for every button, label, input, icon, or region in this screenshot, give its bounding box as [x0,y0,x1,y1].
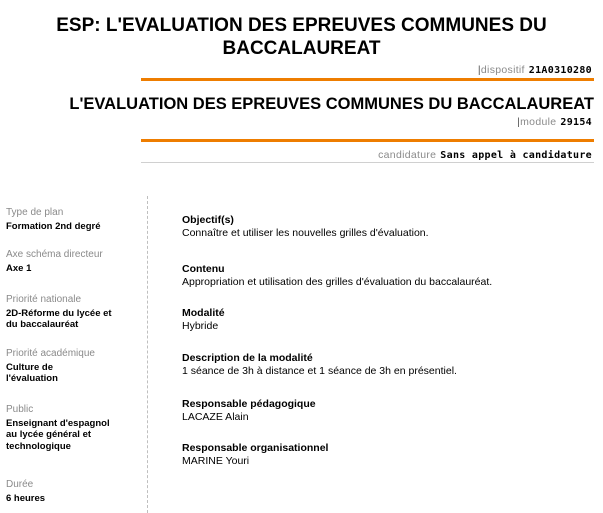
sidebar-priorite-academique [6,348,95,385]
sidebar-label: Type de plan [6,207,64,218]
section-title: Responsable organisationnel [182,442,329,454]
column-separator [147,196,148,513]
section-text: Connaître et utiliser les nouvelles grilles d'évaluation. [182,227,429,239]
section-contenu [182,263,492,289]
section-title: Objectif(s) [182,214,234,226]
section-title: Contenu [182,263,225,275]
section-text: MARINE Youri [182,455,250,467]
sidebar-duree [6,479,134,504]
candidature-label: candidature [378,149,437,161]
sidebar-label: Public [6,404,34,415]
section-title: Modalité [182,307,225,319]
sidebar-label: Durée [6,479,34,490]
section-text: 1 séance de 3h à distance et 1 séance de 3h en présentiel. [182,365,457,377]
sidebar-value: Culture de l'évaluation [6,361,58,384]
sidebar-axe-schema [6,249,134,274]
sidebar-value: 6 heures [6,492,46,504]
section-responsable-pedagogique [182,398,316,424]
divider-orange-1 [141,78,594,81]
section-description-modalite [182,352,457,378]
section-responsable-organisationnel [182,442,328,468]
sidebar-priorite-nationale [6,294,116,331]
module-label: module [520,116,557,128]
sidebar-label: Priorité académique [6,348,95,359]
sidebar-label: Priorité nationale [6,294,82,305]
candidature-meta [378,149,592,161]
dispositif-label: dispositif [480,64,525,76]
sidebar-value: Formation 2nd degré [6,220,101,232]
divider-orange-2 [141,139,594,142]
section-objectifs [182,214,429,240]
section-text: Appropriation et utilisation des grilles d'évaluation du baccalauréat. [182,276,493,288]
section-text: Hybride [182,320,219,332]
section-title: Responsable pédagogique [182,398,316,410]
module-title: L'EVALUATION DES EPREUVES COMMUNES DU BACCALAUREAT [69,95,594,113]
sidebar-value: Enseignant d'espagnol au lycée général et technologique [6,417,110,452]
sidebar-label: Axe schéma directeur [6,249,103,260]
dispositif-title: ESP: L'EVALUATION DES EPREUVES COMMUNES DU BACCALAUREAT [56,15,547,59]
sidebar-public [6,404,111,452]
module-meta: |module 29154 [517,116,592,128]
dispositif-code: 21A0310280 [528,65,592,76]
sidebar-value: Axe 1 [6,262,32,274]
sidebar-value: 2D-Réforme du lycée et du baccalauréat [6,307,112,330]
section-title: Description de la modalité [182,352,313,364]
divider-gray [141,162,594,163]
section-text: LACAZE Alain [182,411,249,423]
sidebar-type-de-plan [6,207,134,232]
section-modalite [182,307,225,333]
candidature-value: Sans appel à candidature [440,150,592,161]
dispositif-meta: |dispositif 21A0310280 [477,64,592,76]
module-code: 29154 [560,117,592,128]
